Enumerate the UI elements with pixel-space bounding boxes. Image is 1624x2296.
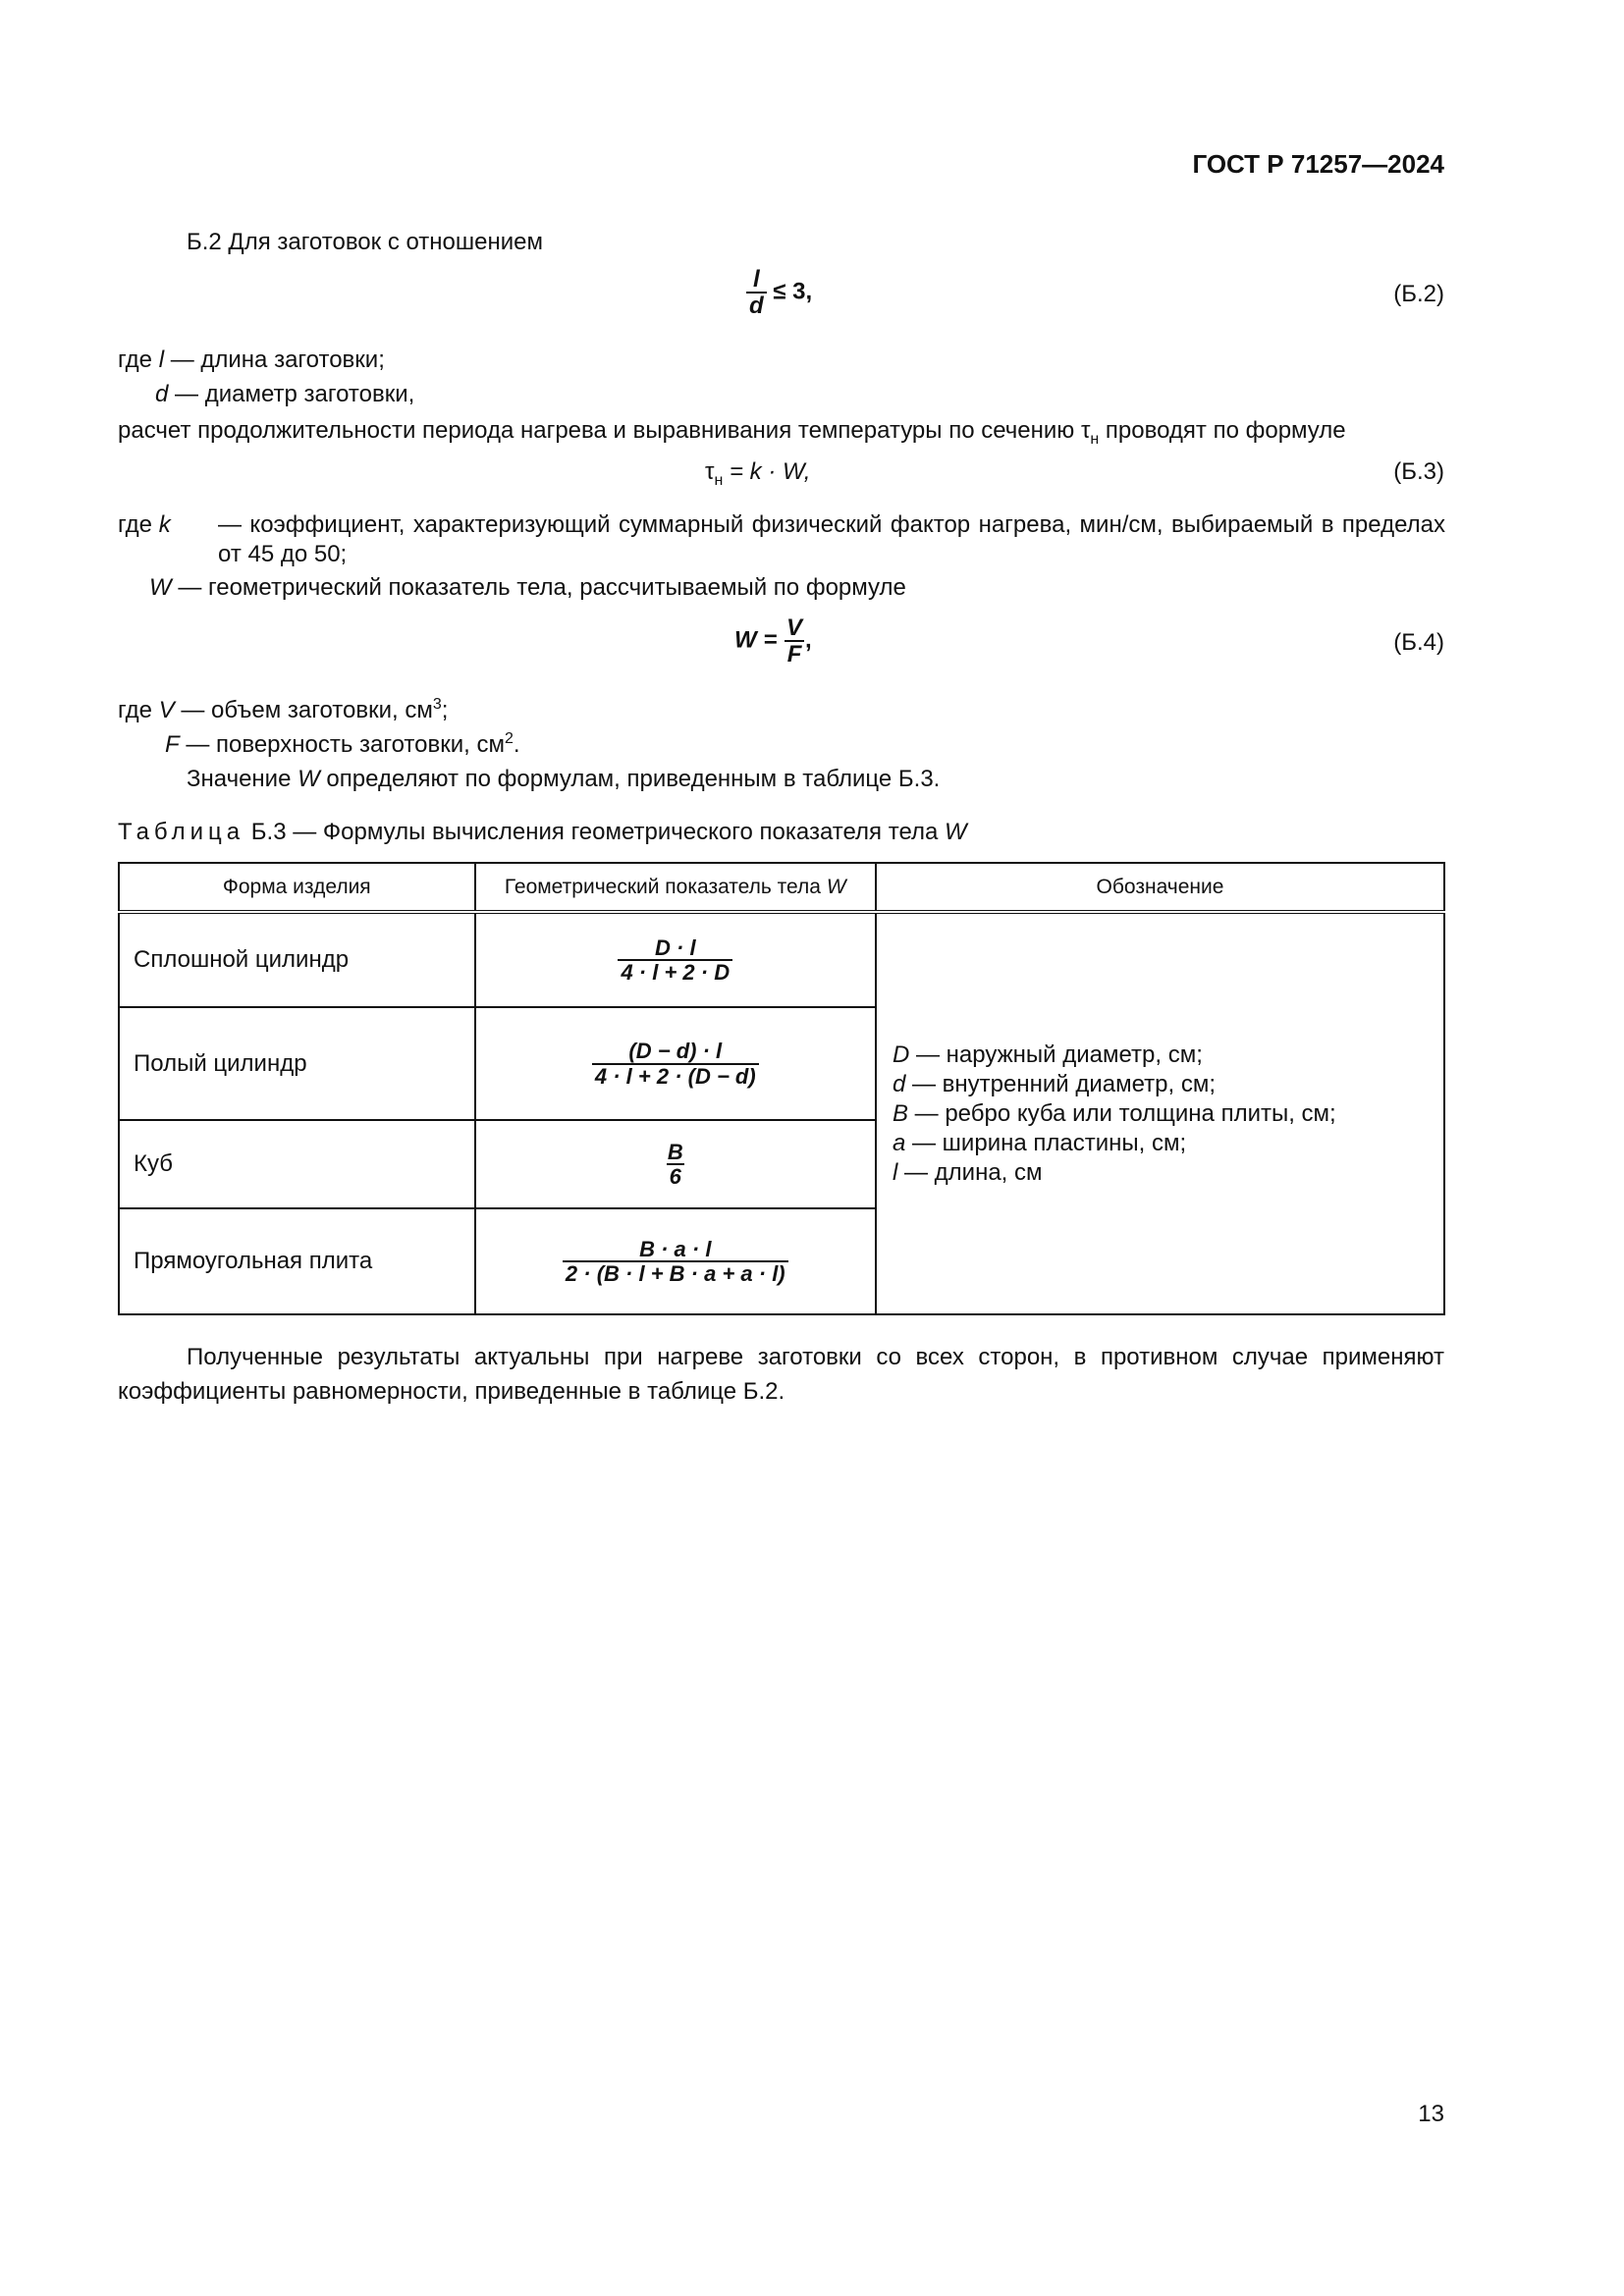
equation-b3-rhs: = k · W, bbox=[723, 458, 811, 485]
where-lead: где bbox=[118, 511, 153, 538]
symbol-w: W bbox=[149, 574, 172, 601]
formula-numerator: D · l bbox=[655, 934, 696, 960]
superscript: 2 bbox=[505, 730, 514, 747]
page-number: 13 bbox=[1418, 2101, 1444, 2127]
where-lead: где bbox=[118, 347, 153, 373]
cell-form: Полый цилиндр bbox=[119, 1007, 475, 1120]
formula-denominator: 6 bbox=[667, 1163, 684, 1188]
formula-numerator: B bbox=[667, 1139, 683, 1164]
where-v bbox=[118, 696, 448, 724]
caption-text: Б.3 — Формулы вычисления геометрического показателя тела bbox=[244, 819, 946, 845]
cell-formula bbox=[475, 1120, 876, 1208]
calc-statement bbox=[118, 417, 1346, 449]
cell-formula bbox=[475, 912, 876, 1007]
designation-item: l — длина, см bbox=[892, 1158, 1043, 1186]
where-k bbox=[118, 510, 1445, 569]
designation-item: D — наружный диаметр, см; bbox=[892, 1041, 1203, 1068]
cell-form: Сплошной цилиндр bbox=[119, 912, 475, 1007]
fraction-numerator: l bbox=[753, 266, 760, 293]
equation-label-b2: (Б.2) bbox=[1393, 281, 1444, 307]
symbol-d: d bbox=[155, 381, 169, 407]
formula-numerator: (D − d) · l bbox=[628, 1039, 723, 1064]
where-w-text: — геометрический показатель тела, рассчитываемый по формуле bbox=[178, 574, 906, 601]
where-f bbox=[165, 730, 520, 759]
formula-denominator: 4 · l + 2 · D bbox=[618, 959, 732, 984]
col-header-form: Форма изделия bbox=[119, 863, 475, 912]
symbol-l: l bbox=[158, 347, 165, 373]
fraction-l-over-d bbox=[746, 267, 767, 318]
symbol-w: W bbox=[298, 766, 320, 792]
tau-subscript: н bbox=[714, 471, 724, 489]
symbol-f: F bbox=[165, 731, 180, 758]
equation-b4 bbox=[734, 615, 812, 667]
value-note-b: определяют по формулам, приведенным в таблице Б.3. bbox=[319, 766, 941, 792]
cell-formula bbox=[475, 1007, 876, 1120]
fraction-numerator: V bbox=[786, 614, 803, 641]
where-l-text: — длина заготовки; bbox=[170, 347, 385, 373]
col-header-index-text: Геометрический показатель тела bbox=[504, 875, 827, 898]
where-lead: где bbox=[118, 697, 153, 723]
closing-paragraph: Полученные результаты актуальны при нагреве заготовки со всех сторон, в противном случае применяют коэффициенты равномерности, приведенные в таблице Б.2. bbox=[118, 1344, 1444, 1405]
where-d bbox=[155, 381, 414, 408]
symbol-k: k bbox=[158, 511, 171, 538]
equation-label-b3: (Б.3) bbox=[1393, 458, 1444, 485]
where-f-text: — поверхность заготовки, см bbox=[186, 731, 505, 758]
equation-b2 bbox=[746, 267, 812, 318]
where-k-text: — коэффициент, характеризующий суммарный физический фактор нагрева, мин/см, выбираемый в пределах от 45 до 50; bbox=[218, 511, 1445, 567]
table-row bbox=[119, 912, 1444, 1007]
where-w bbox=[149, 574, 906, 602]
where-l bbox=[118, 347, 385, 374]
calc-subscript: н bbox=[1090, 430, 1100, 448]
where-f-end: . bbox=[513, 731, 520, 758]
cell-form: Куб bbox=[119, 1120, 475, 1208]
formula-numerator: B · a · l bbox=[639, 1236, 712, 1261]
table-header-row bbox=[119, 863, 1444, 912]
superscript: 3 bbox=[432, 696, 442, 713]
calc-text-a: расчет продолжительности периода нагрева и выравнивания температуры по сечению τ bbox=[118, 417, 1091, 444]
value-note bbox=[187, 766, 940, 793]
value-note-a: Значение bbox=[187, 766, 298, 792]
designation-item: d — внутренний диаметр, см; bbox=[892, 1070, 1217, 1097]
symbol-v: V bbox=[158, 697, 175, 723]
where-v-text: — объем заготовки, см bbox=[181, 697, 433, 723]
col-header-index-symbol: W bbox=[826, 875, 846, 898]
tau-symbol: τ bbox=[705, 458, 715, 485]
caption-lead: Таблица bbox=[118, 819, 245, 845]
equation-relation: ≤ 3, bbox=[773, 278, 813, 305]
col-header-index bbox=[475, 863, 876, 912]
designation-item: a — ширина пластины, см; bbox=[892, 1129, 1187, 1156]
equation-b3 bbox=[705, 458, 810, 490]
document-code: ГОСТ Р 71257—2024 bbox=[1192, 149, 1444, 179]
formula-denominator: 2 · (B · l + B · a + a · l) bbox=[563, 1260, 788, 1285]
where-v-end: ; bbox=[441, 697, 449, 723]
col-header-designation: Обозначение bbox=[876, 863, 1444, 912]
equation-b4-lhs: W = bbox=[734, 626, 778, 654]
calc-text-b: проводят по формуле bbox=[1099, 417, 1346, 444]
caption-symbol: W bbox=[945, 819, 967, 845]
section-intro: Б.2 Для заготовок с отношением bbox=[187, 229, 544, 255]
cell-form: Прямоугольная плита bbox=[119, 1208, 475, 1314]
where-d-text: — диаметр заготовки, bbox=[175, 381, 415, 407]
formula-table bbox=[118, 862, 1445, 1315]
fraction-denominator: F bbox=[785, 640, 805, 667]
fraction-denominator: d bbox=[746, 292, 767, 318]
equation-b4-tail: , bbox=[805, 626, 812, 654]
fraction-v-over-f bbox=[784, 615, 805, 667]
cell-designations bbox=[876, 912, 1444, 1314]
equation-label-b4: (Б.4) bbox=[1393, 629, 1444, 656]
table-caption bbox=[118, 819, 967, 846]
designation-item: B — ребро куба или толщина плиты, см; bbox=[892, 1099, 1336, 1127]
cell-formula bbox=[475, 1208, 876, 1314]
formula-denominator: 4 · l + 2 · (D − d) bbox=[592, 1063, 759, 1088]
